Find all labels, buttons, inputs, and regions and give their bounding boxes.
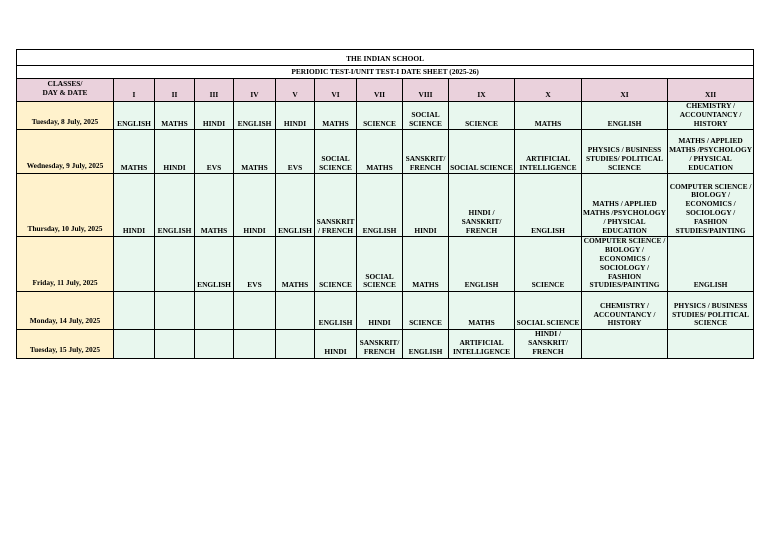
school-title: THE INDIAN SCHOOL bbox=[17, 50, 754, 66]
subject-cell-class-iv bbox=[234, 330, 276, 358]
subject-cell-class-i bbox=[114, 330, 155, 358]
schedule-row bbox=[17, 237, 754, 292]
subject-cell-class-xii: ENGLISH bbox=[668, 237, 754, 292]
subject-cell-class-i bbox=[114, 237, 155, 292]
subject-cell-class-iv: MATHS bbox=[234, 130, 276, 174]
title-row bbox=[17, 50, 754, 66]
schedule-row bbox=[17, 330, 754, 358]
date-cell: Thursday, 10 July, 2025 bbox=[17, 174, 114, 237]
subject-cell-class-vii: SOCIAL SCIENCE bbox=[357, 237, 403, 292]
class-header-ii: II bbox=[155, 79, 195, 102]
subject-cell-class-ix: SCIENCE bbox=[449, 102, 515, 130]
date-sheet-table bbox=[16, 49, 754, 359]
class-header-iv: IV bbox=[234, 79, 276, 102]
subject-cell-class-iv bbox=[234, 292, 276, 330]
subject-cell-class-iv: HINDI bbox=[234, 174, 276, 237]
schedule-row bbox=[17, 174, 754, 237]
subject-cell-class-vii: ENGLISH bbox=[357, 174, 403, 237]
subject-cell-class-iii bbox=[195, 330, 234, 358]
subject-cell-class-xii: COMPUTER SCIENCE / BIOLOGY / ECONOMICS / SOCIOLOGY / FASHION STUDIES/PAINTING bbox=[668, 174, 754, 237]
subject-cell-class-xii: PHYSICS / BUSINESS STUDIES/ POLITICAL SCIENCE bbox=[668, 292, 754, 330]
date-cell: Monday, 14 July, 2025 bbox=[17, 292, 114, 330]
subject-cell-class-vi: SCIENCE bbox=[315, 237, 357, 292]
subject-cell-class-iii: MATHS bbox=[195, 174, 234, 237]
subject-cell-class-ii: MATHS bbox=[155, 102, 195, 130]
subject-cell-class-i: HINDI bbox=[114, 174, 155, 237]
subject-cell-class-vii: SANSKRIT/ FRENCH bbox=[357, 330, 403, 358]
subject-cell-class-iv: EVS bbox=[234, 237, 276, 292]
subject-cell-class-vi: SANSKRIT/ FRENCH bbox=[315, 174, 357, 237]
header-corner-label-day-date: DAY & DATE bbox=[42, 87, 88, 97]
subject-cell-class-ix: HINDI / SANSKRIT/ FRENCH bbox=[449, 174, 515, 237]
date-cell: Tuesday, 15 July, 2025 bbox=[17, 330, 114, 358]
subject-cell-class-iii: EVS bbox=[195, 130, 234, 174]
subject-cell-class-x: ENGLISH bbox=[515, 174, 582, 237]
subject-cell-class-ix: ENGLISH bbox=[449, 237, 515, 292]
subject-cell-class-iv: ENGLISH bbox=[234, 102, 276, 130]
subject-cell-class-iii: HINDI bbox=[195, 102, 234, 130]
class-header-ix: IX bbox=[449, 79, 515, 102]
subject-cell-class-v: MATHS bbox=[276, 237, 315, 292]
subject-cell-class-iii: ENGLISH bbox=[195, 237, 234, 292]
subject-cell-class-viii: ENGLISH bbox=[403, 330, 449, 358]
subject-cell-class-vii: MATHS bbox=[357, 130, 403, 174]
subject-cell-class-i: MATHS bbox=[114, 130, 155, 174]
schedule-row bbox=[17, 292, 754, 330]
class-header-x: X bbox=[515, 79, 582, 102]
subject-cell-class-x: SCIENCE bbox=[515, 237, 582, 292]
header-corner-cell bbox=[17, 79, 114, 102]
subject-cell-class-vi: ENGLISH bbox=[315, 292, 357, 330]
subject-cell-class-i: ENGLISH bbox=[114, 102, 155, 130]
subject-cell-class-xi: PHYSICS / BUSINESS STUDIES/ POLITICAL SCIENCE bbox=[582, 130, 668, 174]
subject-cell-class-vii: HINDI bbox=[357, 292, 403, 330]
subject-cell-class-v bbox=[276, 292, 315, 330]
subject-cell-class-xii: CHEMISTRY / ACCOUNTANCY / HISTORY bbox=[668, 102, 754, 130]
subject-cell-class-ii bbox=[155, 237, 195, 292]
class-header-i: I bbox=[114, 79, 155, 102]
subject-cell-class-ii bbox=[155, 330, 195, 358]
subject-cell-class-x: SOCIAL SCIENCE bbox=[515, 292, 582, 330]
subject-cell-class-viii: SOCIAL SCIENCE bbox=[403, 102, 449, 130]
subject-cell-class-x: MATHS bbox=[515, 102, 582, 130]
subject-cell-class-ii: ENGLISH bbox=[155, 174, 195, 237]
class-header-viii: VIII bbox=[403, 79, 449, 102]
subject-cell-class-viii: MATHS bbox=[403, 237, 449, 292]
class-header-row bbox=[17, 79, 754, 102]
subject-cell-class-xii: MATHS / APPLIED MATHS /PSYCHOLOGY / PHYSICAL EDUCATION bbox=[668, 130, 754, 174]
header-corner-label-classes: CLASSES/ bbox=[47, 79, 83, 88]
subject-cell-class-vi: SOCIAL SCIENCE bbox=[315, 130, 357, 174]
subject-cell-class-vi: HINDI bbox=[315, 330, 357, 358]
subject-cell-class-ix: SOCIAL SCIENCE bbox=[449, 130, 515, 174]
subject-cell-class-v: HINDI bbox=[276, 102, 315, 130]
subject-cell-class-viii: SANSKRIT/ FRENCH bbox=[403, 130, 449, 174]
subject-cell-class-xi: MATHS / APPLIED MATHS /PSYCHOLOGY / PHYSICAL EDUCATION bbox=[582, 174, 668, 237]
subject-cell-class-vii: SCIENCE bbox=[357, 102, 403, 130]
subject-cell-class-viii: HINDI bbox=[403, 174, 449, 237]
class-header-xii: XII bbox=[668, 79, 754, 102]
class-header-iii: III bbox=[195, 79, 234, 102]
date-cell: Tuesday, 8 July, 2025 bbox=[17, 102, 114, 130]
subject-cell-class-ix: ARTIFICIAL INTELLIGENCE bbox=[449, 330, 515, 358]
subject-cell-class-xi: COMPUTER SCIENCE / BIOLOGY / ECONOMICS / SOCIOLOGY / FASHION STUDIES/PAINTING bbox=[582, 237, 668, 292]
subject-cell-class-xi bbox=[582, 330, 668, 358]
subject-cell-class-viii: SCIENCE bbox=[403, 292, 449, 330]
subject-cell-class-iii bbox=[195, 292, 234, 330]
subject-cell-class-v bbox=[276, 330, 315, 358]
class-header-vi: VI bbox=[315, 79, 357, 102]
subtitle-row bbox=[17, 66, 754, 79]
class-header-xi: XI bbox=[582, 79, 668, 102]
date-sheet bbox=[16, 49, 754, 359]
date-cell: Wednesday, 9 July, 2025 bbox=[17, 130, 114, 174]
subject-cell-class-xi: CHEMISTRY / ACCOUNTANCY / HISTORY bbox=[582, 292, 668, 330]
subject-cell-class-ii bbox=[155, 292, 195, 330]
date-sheet-subtitle: PERIODIC TEST-I/UNIT TEST-I DATE SHEET (2025-26) bbox=[17, 66, 754, 79]
class-header-vii: VII bbox=[357, 79, 403, 102]
schedule-row bbox=[17, 102, 754, 130]
subject-cell-class-x: HINDI / SANSKRIT/ FRENCH bbox=[515, 330, 582, 358]
subject-cell-class-xi: ENGLISH bbox=[582, 102, 668, 130]
subject-cell-class-x: ARTIFICIAL INTELLIGENCE bbox=[515, 130, 582, 174]
subject-cell-class-v: EVS bbox=[276, 130, 315, 174]
subject-cell-class-ii: HINDI bbox=[155, 130, 195, 174]
subject-cell-class-v: ENGLISH bbox=[276, 174, 315, 237]
date-cell: Friday, 11 July, 2025 bbox=[17, 237, 114, 292]
subject-cell-class-ix: MATHS bbox=[449, 292, 515, 330]
class-header-v: V bbox=[276, 79, 315, 102]
subject-cell-class-i bbox=[114, 292, 155, 330]
schedule-row bbox=[17, 130, 754, 174]
subject-cell-class-xii bbox=[668, 330, 754, 358]
subject-cell-class-vi: MATHS bbox=[315, 102, 357, 130]
